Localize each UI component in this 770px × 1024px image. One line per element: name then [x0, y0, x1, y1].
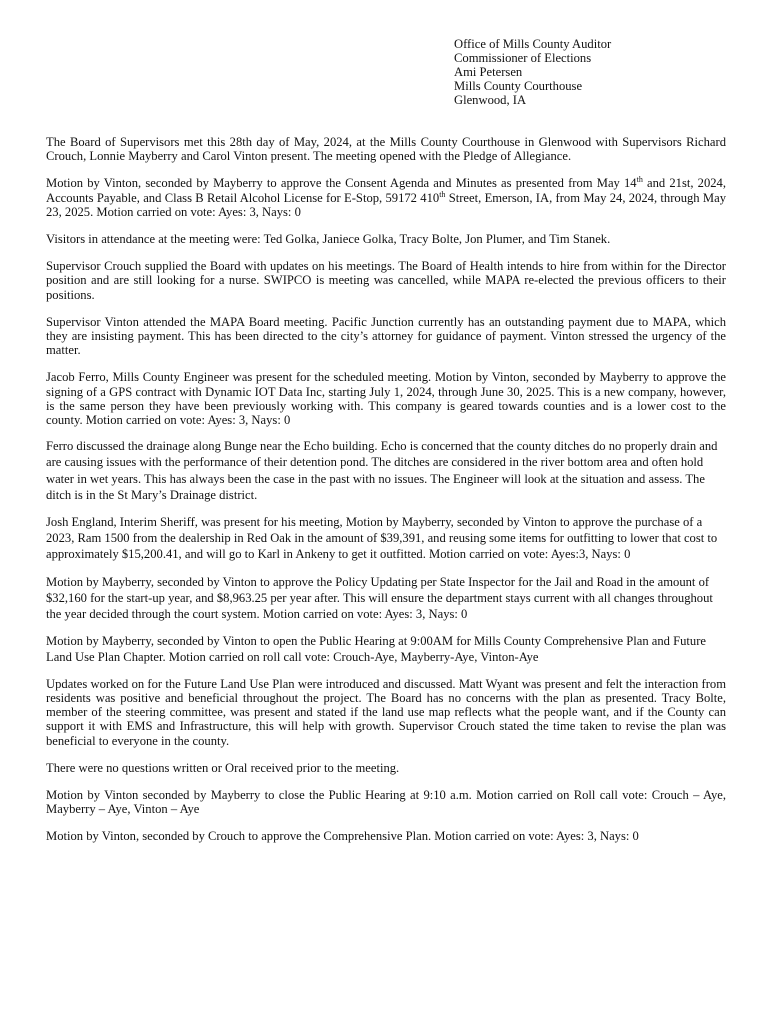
ordinal-suffix: th — [636, 175, 643, 185]
paragraph-policy-updating: Motion by Mayberry, seconded by Vinton to approve the Policy Updating per State Inspector for the Jail and Road in the amount of $32,160 for the start-up year, and $8,963.25 per year after. This will ensure the department stays current with all changes throughout the year decided through the court system. Motion carried on vote: Ayes: 3, Nays: 0 — [46, 574, 713, 622]
paragraph-land-use-updates: Updates worked on for the Future Land Use Plan were introduced and discussed. Matt Wyant was present and felt the interaction from residents was positive and beneficial throughout the project. The Board has no concerns with the plan as presented. Tracy Bolte, member of the steering committee, was present and stated if the land use map reflects what the people want, and if the County can support it with EMS and Infrastructure, this will help with growth. Supervisor Crouch stated the time taken to revise the plan was beneficial to everyone in the county. — [46, 676, 726, 748]
minutes-body — [46, 135, 726, 844]
paragraph-comprehensive-plan: Motion by Vinton, seconded by Crouch to approve the Comprehensive Plan. Motion carried on vote: Ayes: 3, Nays: 0 — [46, 829, 639, 844]
consent-text-b: and 21st, 2024, Accounts Payable, and Class B Retail Alcohol License for E-Stop, 59172 410 — [46, 176, 726, 205]
letterhead-title: Commissioner of Elections — [454, 51, 592, 65]
letterhead-city: Glenwood, IA — [454, 93, 527, 107]
paragraph-no-questions: There were no questions written or Oral received prior to the meeting. — [46, 760, 400, 775]
letterhead-name: Ami Petersen — [454, 65, 523, 79]
letterhead — [454, 37, 611, 107]
paragraph-sheriff-vehicle: Josh England, Interim Sheriff, was present for his meeting, Motion by Mayberry, seconded by Vinton to approve the purchase of a 2023, Ram 1500 from the dealership in Red Oak in the amount of $39,391, and reusing some items for outfitting to lower that cost to approximately $15,200.41, and will go to Karl in Ankeny to get it outfitted. Motion carried on vote: Ayes:3, Nays: 0 — [46, 515, 718, 562]
paragraph-vinton-mapa: Supervisor Vinton attended the MAPA Board meeting. Pacific Junction currently has an outstanding payment due to MAPA, which they are insisting payment. This has been directed to the city’s attorney for guidance of payment. Vinton stressed the urgency of the matter. — [46, 314, 726, 358]
paragraph-meeting-opening: The Board of Supervisors met this 28th day of May, 2024, at the Mills County Courthouse in Glenwood with Supervisors Richard Crouch, Lonnie Mayberry and Carol Vinton present. The meeting opened with the Pledge of Allegiance. — [46, 135, 726, 164]
paragraph-crouch-updates: Supervisor Crouch supplied the Board with updates on his meetings. The Board of Health intends to hire from within for the Director position and are still looking for a nurse. SWIPCO is meeting was cancelled, while MAPA re-elected the previous officers to their positions. — [46, 259, 726, 302]
letterhead-office: Office of Mills County Auditor — [454, 37, 612, 51]
paragraph-visitors: Visitors in attendance at the meeting were: Ted Golka, Janiece Golka, Tracy Bolte, Jon Plumer, and Tim Stanek. — [46, 232, 611, 247]
consent-text-c: Street, Emerson, IA, from May 24, 2024, through May 23, 2025. Motion carried on vote: Ayes: 3, Nays: 0 — [46, 190, 727, 219]
paragraph-consent-agenda — [46, 176, 726, 219]
paragraph-engineer-gps: Jacob Ferro, Mills County Engineer was present for the scheduled meeting. Motion by Vinton, seconded by Mayberry to approve the signing of a GPS contract with Dynamic IOT Data Inc, starting July 1, 2024, through June 30, 2025. This is a new company, however, is the same person they have been previously working with. This company is geared towards counties and is a lower cost to the county. Motion carried on vote: Ayes: 3, Nays: 0 — [46, 370, 726, 428]
consent-text-a: Motion by Vinton, seconded by Mayberry to approve the Consent Agenda and Minutes as presented from May 14 — [46, 176, 637, 191]
ordinal-suffix: th — [439, 189, 446, 199]
paragraph-public-hearing-close: Motion by Vinton seconded by Mayberry to close the Public Hearing at 9:10 a.m. Motion carried on Roll call vote: Crouch – Aye, Mayberry – Aye, Vinton – Aye — [46, 787, 726, 817]
letterhead-building: Mills County Courthouse — [454, 79, 583, 93]
paragraph-drainage: Ferro discussed the drainage along Bunge near the Echo building. Echo is concerned that the county ditches do no properly drain and are causing issues with the performance of their detention pond. The ditches are considered in the river bottom area and often hold water in wet years. This has always been the case in the past with no issues. The Engineer will look at the situation and assess. The ditch is in the St Mary’s Drainage district. — [46, 439, 718, 502]
paragraph-public-hearing-open: Motion by Mayberry, seconded by Vinton to open the Public Hearing at 9:00AM for Mills County Comprehensive Plan and Future Land Use Plan Chapter. Motion carried on roll call vote: Crouch-Aye, Mayberry-Aye, Vinton-Aye — [46, 634, 706, 665]
